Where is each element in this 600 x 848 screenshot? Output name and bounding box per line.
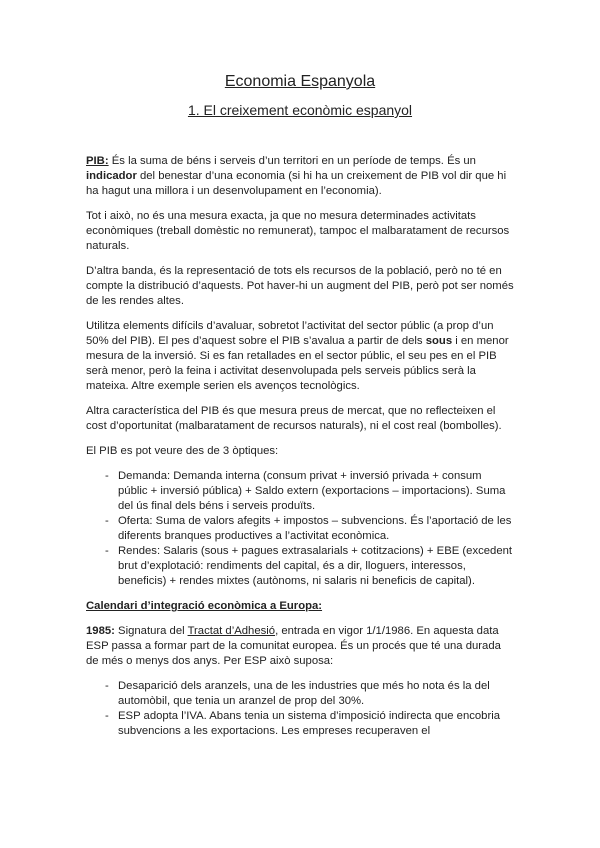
calendari-heading: Calendari d’integració econòmica a Europa: — [86, 600, 323, 612]
dash-marker: - — [105, 680, 109, 692]
dash-marker: - — [105, 710, 109, 722]
list-item: - Oferta: Suma de valors afegits + impostos – subvencions. És l’aportació de les diferents branques productives a l’activitat econòmica. — [105, 515, 512, 542]
list-item: - Desaparició dels aranzels, una de les industries que més ho nota és la del automòbil, que tenia un aranzel de prop del 30%. — [105, 680, 490, 707]
list-item: - Demanda: Demanda interna (consum privat + inversió privada + consum públic + inversió pública) + Saldo extern (exportacions – importacions). Suma del ús final dels béns i serveis produïts. — [105, 470, 506, 512]
dash-marker: - — [105, 470, 109, 482]
pib-paragraph-4: Utilitza elements difícils d’avaluar, sobretot l’activitat del sector públic (a prop d’un 50% del PIB). El pes d’aquest sobre el PIB s’avalua a partir de dels sous i en menor mesura de la inversió. Si es fan retallades en el sector públic, el seu pes en el PIB serà menor, però la feina i activitat desenvolupada pels serveis públics serà la mateixa. Altre exemple serien els avenços tecnològics. — [86, 320, 509, 392]
indicador-bold: indicador — [86, 170, 137, 182]
calendari-paragraph: 1985: Signatura del Tractat d’Adhesió, entrada en vigor 1/1/1986. En aquesta data ESP passa a formar part de la comunitat europea. És un procés que té una durada de més o menys dos anys. Per ESP això suposa: — [86, 625, 501, 667]
pib-paragraph-5: Altra característica del PIB és que mesura preus de mercat, que no reflecteixen el cost d’oportunitat (malbaratament de recursos naturals), ni el cost real (bombolles). — [86, 405, 502, 432]
dash-marker: - — [105, 515, 109, 527]
document-title: Economia Espanyola — [224, 73, 376, 90]
optiques-list — [86, 469, 514, 589]
section-title: 1. El creixement econòmic espanyol — [187, 102, 413, 118]
pib-term: PIB: — [86, 155, 109, 167]
pib-paragraph-2: Tot i això, no és una mesura exacta, ja que no mesura determinades activitats econòmiques (treball domèstic no remunerat), tampoc el malbaratament de recursos naturals. — [86, 210, 510, 252]
tractat-link: Tractat d’Adhesió — [187, 625, 276, 637]
list-item: - ESP adopta l’IVA. Abans tenia un sistema d’imposició indirecta que encobria subvencions a les exportacions. Les empreses recuperaven el — [105, 710, 501, 737]
dash-marker: - — [105, 545, 109, 557]
list-item: - Rendes: Salaris (sous + pagues extrasalarials + cotitzacions) + EBE (excedent brut d’explotació: rendiments del capital, és a dir, lloguers, interessos, beneficis) + rendes mixtes (autònoms, ni salaris ni beneficis de capital). — [105, 545, 513, 587]
pib-paragraph-6: El PIB es pot veure des de 3 òptiques: — [86, 445, 279, 457]
pib-definition-paragraph: PIB: És la suma de béns i serveis d’un territori en un període de temps. És un indicador del benestar d’una economia (si hi ha un creixement de PIB vol dir que hi ha hagut una millora i un desenvolupament en l’economia). — [86, 155, 507, 197]
sous-bold: sous — [425, 335, 453, 347]
pib-paragraph-3: D’altra banda, és la representació de tots els recursos de la població, però no té en compte la distribució d’aquests. Pot haver-hi un augment del PIB, però pot ser només de les rendes altes. — [86, 265, 514, 307]
year-label: 1985: — [86, 625, 115, 637]
calendari-list — [86, 679, 514, 739]
